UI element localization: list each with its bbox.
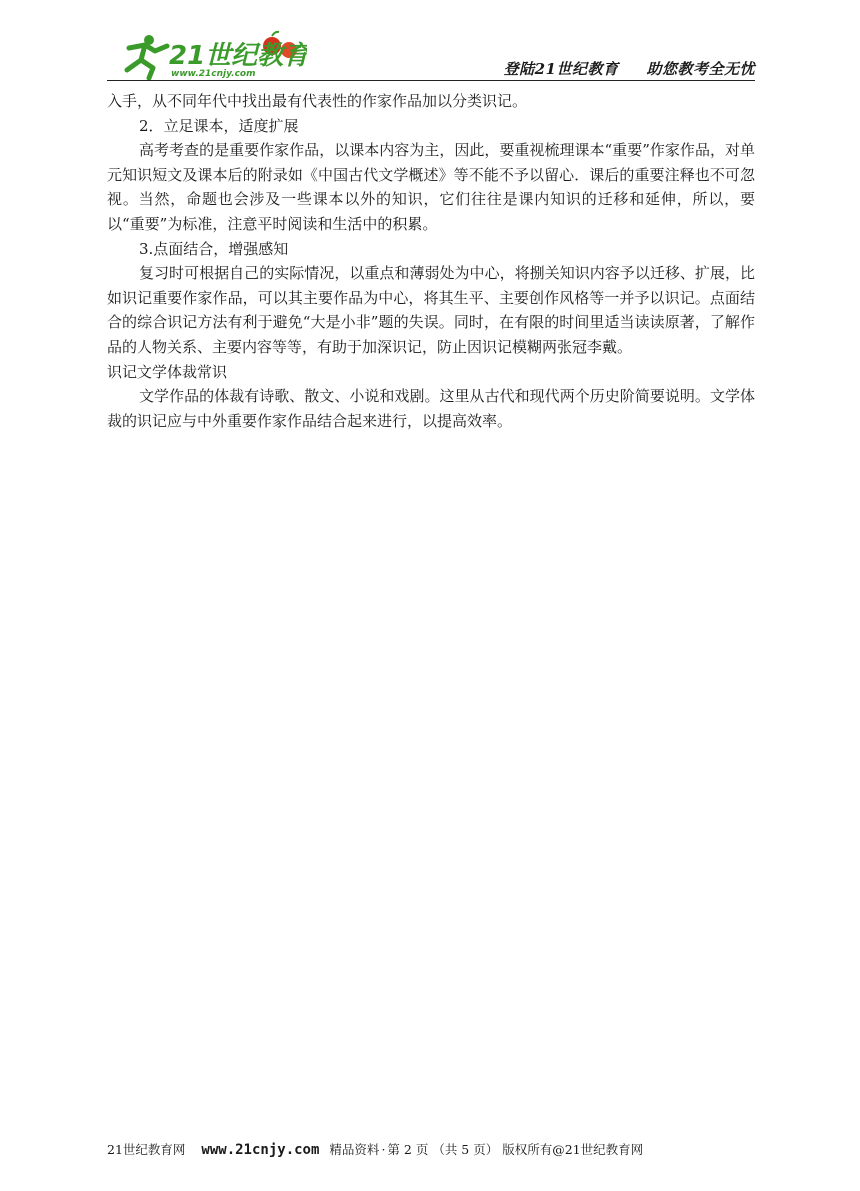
- header-slogan: [504, 58, 755, 79]
- runner-body-icon: [127, 45, 167, 78]
- document-body: [107, 89, 755, 433]
- paragraph: 入手，从不同年代中找出最有代表性的作家作品加以分类识记。: [107, 92, 528, 110]
- header-divider: [107, 80, 755, 81]
- footer-total: （共 5 页）: [432, 1142, 499, 1157]
- slogan-left: 登陆21世纪教育: [503, 60, 619, 78]
- logo-url-text: www.21cnjy.com: [171, 69, 256, 79]
- section-heading: 2．立足课本，适度扩展: [139, 116, 299, 135]
- logo-graphic: [107, 28, 307, 80]
- logo-text: 21世纪教育: [169, 41, 307, 71]
- paragraph: 高考考查的是重要作家作品，以课本内容为主，因此，要重视梳理课本“重要”作家作品，对单元知识短文及课本后的附录如《中国古代文学概述》等不能不予以留心．课后的重要注释也不可忽视。当然，命题也会涉及一些课本以外的知识，它们往往是课内知识的迁移和延伸，所以，要以“重要”为标准，注意平时阅读和生活中的积累。: [107, 141, 755, 233]
- section-heading: 3.点面结合，增强感知: [139, 239, 289, 258]
- footer-bullet: ·: [381, 1142, 386, 1157]
- slogan-right: 助您教考全无忧: [646, 60, 755, 78]
- paragraph: 复习时可根据自己的实际情况，以重点和薄弱处为中心，将捌关知识内容予以迁移、扩展，比如识记重要作家作品，可以其主要作品为中心，将其生平、主要创作风格等一并予以识记。点面结合的综合识记方法有利于避免“大是小非”题的失误。同时，在有限的时间里适当读读原著，了解作品的人物关系、主要内容等等，有助于加深识记，防止因识记模糊两张冠李戴。: [107, 264, 755, 356]
- footer-label: 精品资料: [329, 1142, 380, 1157]
- footer-copyright: 版权所有@21世纪教育网: [502, 1142, 644, 1157]
- page-header: [107, 28, 755, 80]
- footer-org: 21世纪教育网: [107, 1142, 186, 1157]
- section-title: 识记文学体裁常识: [107, 362, 228, 381]
- paragraph: 文学作品的体裁有诗歌、散文、小说和戏剧。这里从古代和现代两个历史阶简要说明。文学体裁的识记应与中外重要作家作品结合起来进行，以提高效率。: [107, 387, 755, 430]
- footer-site-link[interactable]: www.21cnjy.com: [201, 1142, 320, 1158]
- page-footer: [107, 1140, 643, 1158]
- logo: [107, 28, 307, 80]
- footer-page: 第 2 页: [387, 1142, 429, 1157]
